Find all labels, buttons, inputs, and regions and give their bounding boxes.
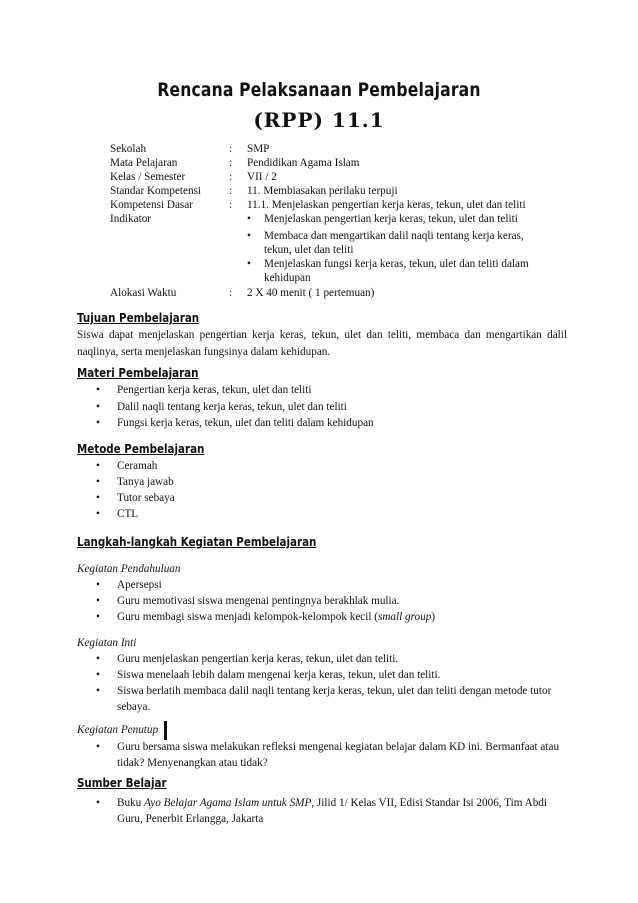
- bullet: •: [96, 653, 100, 665]
- document-title: Rencana Pelaksanaan Pembelajaran: [157, 79, 481, 101]
- tujuan-text: Siswa dapat menjelaskan pengertian kerja keras, tekun, ulet dan teliti, membaca dan mengartikan dalil naqlinya, serta menjelaskan fungsinya dalam kehidupan.: [77, 329, 567, 358]
- sumber-suffix: , Jilid 1/ Kelas VII, Edisi Standar Isi 2006, Tim Abdi Guru, Penerbit Erlangga, Jakarta: [117, 797, 548, 825]
- bullet: •: [96, 669, 100, 681]
- bullet: •: [96, 476, 100, 488]
- heading-tujuan: Tujuan Pembelajaran: [77, 311, 200, 325]
- list-item: Dalil naqli tentang kerja keras, tekun, ulet dan teliti: [117, 401, 347, 413]
- list-item-italic: small group: [377, 611, 432, 623]
- info-colon: :: [229, 157, 233, 169]
- text-cursor: [164, 721, 167, 740]
- bullet: •: [96, 460, 100, 472]
- heading-metode: Metode Pembelajaran: [77, 442, 205, 456]
- heading-sumber: Sumber Belajar: [77, 776, 167, 790]
- info-value-mapel: Pendidikan Agama Islam: [247, 157, 360, 169]
- info-value-alokasi: 2 X 40 menit ( 1 pertemuan): [247, 287, 375, 299]
- list-item: Tanya jawab: [117, 476, 174, 488]
- bullet: •: [96, 611, 100, 623]
- subheading-penutup: Kegiatan Penutup: [77, 724, 159, 736]
- list-item: Fungsi kerja keras, tekun, ulet dan teliti dalam kehidupan: [117, 417, 374, 429]
- info-value-kd: 11.1. Menjelaskan pengertian kerja keras, tekun, ulet dan teliti: [247, 199, 526, 211]
- bullet: •: [96, 579, 100, 591]
- info-label-sekolah: Sekolah: [110, 143, 147, 155]
- bullet: •: [96, 741, 100, 753]
- bullet: •: [96, 685, 100, 697]
- list-item: [117, 795, 567, 827]
- sumber-prefix: Buku: [117, 797, 145, 809]
- info-label-kd: Kompetensi Dasar: [110, 199, 193, 211]
- info-label-kelas: Kelas / Semester: [110, 171, 186, 183]
- list-item: [117, 610, 435, 624]
- list-item-text: Guru membagi siswa menjadi kelompok-kelompok kecil (: [117, 611, 378, 623]
- list-item: Guru bersama siswa melakukan refleksi mengenai kegiatan belajar dalam KD ini. Bermanfaat atau tidak? Menyenangkan atau tidak?: [117, 741, 560, 769]
- indikator-item-cont: tekun, ulet dan teliti: [264, 244, 354, 256]
- list-item: CTL: [117, 508, 139, 520]
- list-item: Guru menjelaskan pengertian kerja keras, tekun, ulet dan teliti.: [117, 653, 399, 665]
- bullet: •: [96, 401, 100, 413]
- indikator-item: Membaca dan mengartikan dalil naqli tentang kerja keras,: [264, 230, 524, 242]
- list-item: Pengertian kerja keras, tekun, ulet dan teliti: [117, 384, 312, 396]
- heading-langkah: Langkah-langkah Kegiatan Pembelajaran: [77, 535, 317, 549]
- list-item: Siswa berlatih membaca dalil naqli tentang kerja keras, tekun, ulet dan teliti dengan metode tutor sebaya.: [117, 685, 552, 713]
- info-value-sekolah: SMP: [247, 143, 270, 155]
- subheading-pendahuluan: Kegiatan Pendahuluan: [77, 563, 181, 575]
- subheading-inti: Kegiatan Inti: [77, 637, 137, 649]
- bullet: •: [247, 213, 251, 225]
- heading-materi: Materi Pembelajaran: [77, 366, 199, 380]
- list-item: Tutor sebaya: [117, 492, 175, 504]
- bullet: •: [247, 258, 251, 270]
- info-value-kelas: VII / 2: [247, 171, 277, 183]
- list-item: Siswa menelaah lebih dalam mengenai kerja keras, tekun, ulet dan teliti.: [117, 669, 441, 681]
- info-colon: :: [229, 287, 233, 299]
- info-colon: :: [229, 185, 233, 197]
- info-colon: :: [229, 171, 233, 183]
- list-item: Ceramah: [117, 460, 158, 472]
- info-label-mapel: Mata Pelajaran: [110, 157, 178, 169]
- bullet: •: [96, 508, 100, 520]
- bullet: •: [96, 797, 100, 809]
- list-item-close: ): [431, 611, 436, 623]
- info-label-sk: Standar Kompetensi: [110, 185, 202, 197]
- indikator-item: Menjelaskan pengertian kerja keras, tekun, ulet dan teliti: [264, 213, 518, 225]
- info-value-sk: 11. Membiasakan perilaku terpuji: [247, 185, 398, 197]
- info-label-indikator: Indikator: [110, 213, 152, 225]
- indikator-item-cont: kehidupan: [264, 272, 311, 284]
- list-item: Guru memotivasi siswa mengenai pentingnya berakhlak mulia.: [117, 595, 400, 607]
- document-subtitle: (RPP) 11.1: [253, 108, 385, 132]
- bullet: •: [247, 230, 251, 242]
- bullet: •: [96, 492, 100, 504]
- bullet: •: [96, 595, 100, 607]
- info-colon: :: [229, 143, 233, 155]
- bullet: •: [96, 384, 100, 396]
- bullet: •: [96, 417, 100, 429]
- indikator-item: Menjelaskan fungsi kerja keras, tekun, ulet dan teliti dalam: [264, 258, 529, 270]
- list-item: Apersepsi: [117, 579, 162, 591]
- info-label-alokasi: Alokasi Waktu: [110, 287, 177, 299]
- sumber-book-title: Ayo Belajar Agama Islam untuk SMP: [144, 797, 312, 809]
- info-colon: :: [229, 199, 233, 211]
